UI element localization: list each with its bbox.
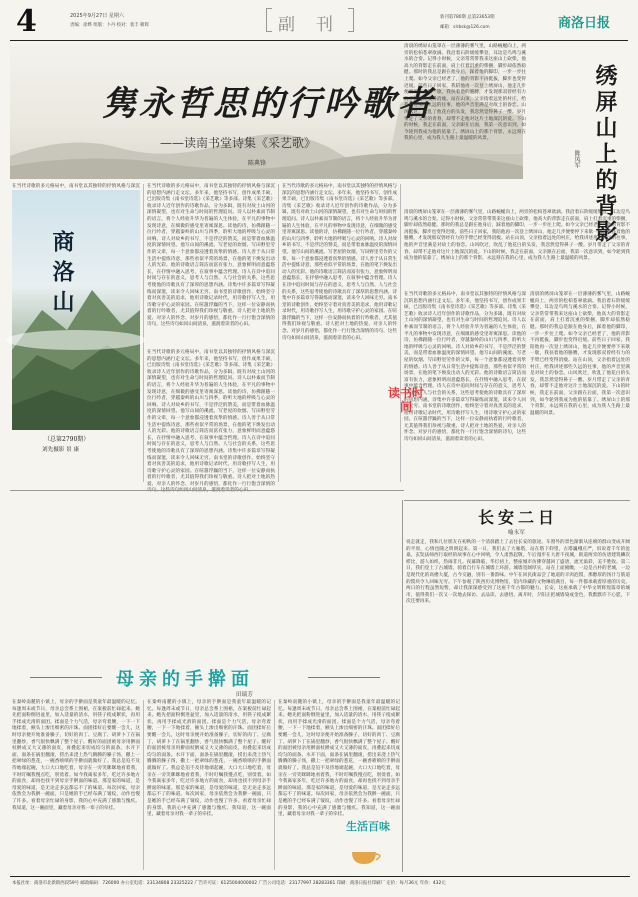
- article4-title: 母亲的手擀面: [116, 669, 254, 690]
- photo-credit: 刘先摄影 景 康: [42, 447, 80, 453]
- col-divider: [400, 184, 401, 482]
- article4-body-col2: 在秦岭南麓的小镇上，母亲的手擀面是我童年最温暖的记忆。每逢周末或节日，母亲总会系上围裙，在案板前忙碌起来。她先把面粉倒进盆里，加入适量的清水，用筷子搅成絮状，再用手揉成光滑的面团。揉面是个力气活，母亲弯着腰，一下一下地揉着，额头上渗出细密的汗珠。面团揉好后要醒一会儿，这时母亲便开始准备臊子，切好的肉丁、豆腐丁、胡萝卜丁在锅里翻炒，香气很快飘满了整个屋子。醒好的面团被母亲用擀面杖擀成又大又薄的面皮，再叠起来切成均匀的面条。水开下面，面条在锅里翻滚，捞出来浇上热气腾腾的臊子汤，撒上一把翠绿的葱花，一碗香喷喷的手擀面就做好了。我总是迫不及待地端起碗，大口大口地吃着，母亲在一旁笑眯眯地看着我，不时叮嘱我慢点吃，别烫着。如今我离家多年，吃过许多地方的面食，却再也找不到母亲手擀面的味道。那是家的味道，是母爱的味道，是无论走多远都忘不了的味道。每次回家，母亲依然会为我擀一碗面，只是她的手已经布满了皱纹，动作也慢了许多。看着母亲忙碌的身影，我的心中充满了感激与愧疚。我知道，这一碗面里，藏着母亲对我一辈子的牵挂。: [147, 700, 271, 818]
- article1-title: 隽永哲思的行吟歌者: [102, 84, 435, 124]
- col-divider: [278, 184, 279, 482]
- article2-author: 陈凤军: [573, 150, 580, 168]
- issue-line: 新刊第780期 总第23653期: [440, 15, 495, 20]
- page-number: 4: [16, 4, 37, 39]
- col-divider: [402, 500, 403, 872]
- article1-body-col4: 在当代诗歌的多元格局中，南书堂以其独特的抒情风格与深沉的思想内涵行走文坛。多年来，他坚持书写，创作成果丰硕，已出版诗集《南书堂诗选》《采艺歌》等多部。诗集《采艺歌》收录诗人近年创作的诗歌作品，分为多辑，既有对故土山河的深情凝望，也有对生命与时间的哲理追问。诗人以朴素而节制的语言，将个人经验升华为普遍的人生体验，在平凡的事物中发现诗意，在细微的感受里寄寓深思。读他的诗，仿佛跟随一位行吟者，穿越秦岭的山川与四季，聆听大地的呼吸与心灵的回响。诗人对故乡的书写，不是浮泛的赞美，而是带着血脉温度的深情回望。他写山间的溪流、写老屋的炊烟、写田野里劳作的父辈，每一个意象都浸透着真挚的情感。诗人善于从日常生活中提炼诗意，那些看似平常的场景，在他的笔下焕发出动人的光彩。他的诗歌语言简洁而富有张力，意象鲜明而意蕴悠长，在抒情中融入思考，在叙事中蕴含哲理。诗人在诗中追问时间与存在的意义，思考人与自然、人与社会的关系，这些思考使他的诗歌具有了深厚的思想内涵。诗集中许多篇章写得凝练而深邃，读来令人回味无穷。南书堂的诗歌创作，始终坚守着对真善美的追求，他用诗歌记录时代，用诗歌抒写人生，用诗歌守护心灵的家园。在喧嚣浮躁的当下，这样一位安静而执着的行吟歌者，尤其值得我们珍视与敬重。诗人把对土地的热爱、对亲人的怀念、对岁月的感悟，都化作一行行饱含深情的诗句，这些诗句如同山间清泉，滋润着读者的心田。: [147, 350, 275, 494]
- mid-rule: [10, 490, 404, 491]
- article4-body-col3: 在秦岭南麓的小镇上，母亲的手擀面是我童年最温暖的记忆。每逢周末或节日，母亲总会系上围裙，在案板前忙碌起来。她先把面粉倒进盆里，加入适量的清水，用筷子搅成絮状，再用手揉成光滑的面团。揉面是个力气活，母亲弯着腰，一下一下地揉着，额头上渗出细密的汗珠。面团揉好后要醒一会儿，这时母亲便开始准备臊子，切好的肉丁、豆腐丁、胡萝卜丁在锅里翻炒，香气很快飘满了整个屋子。醒好的面团被母亲用擀面杖擀成又大又薄的面皮，再叠起来切成均匀的面条。水开下面，面条在锅里翻滚，捞出来浇上热气腾腾的臊子汤，撒上一把翠绿的葱花，一碗香喷喷的手擀面就做好了。我总是迫不及待地端起碗，大口大口地吃着，母亲在一旁笑眯眯地看着我，不时叮嘱我慢点吃，别烫着。如今我离家多年，吃过许多地方的面食，却再也找不到母亲手擀面的味道。那是家的味道，是母爱的味道，是无论走多远都忘不了的味道。每次回家，母亲依然会为我擀一碗面，只是她的手已经布满了皱纹，动作也慢了许多。看着母亲忙碌的身影，我的心中充满了感激与愧疚。我知道，这一碗面里，藏着母亲对我一辈子的牵挂。: [278, 700, 400, 818]
- article4-author: 田瑞芳: [236, 692, 253, 698]
- col-divider: [274, 700, 275, 870]
- photo-title: 商洛山: [49, 230, 74, 320]
- email-line: 邮箱：slrbsk@126.com: [440, 25, 490, 30]
- article3-body: 说走就走，我和几位朋友在初秋的一个清晨踏上了去往长安的旅途。车窗外的景色渐渐从连绵的群山变成开阔的平原，心情也随之明朗起来。第一日，我们去了大雁塔，站在塔下仰望，古塔巍峨庄严，诉说着千年的沧桑。玄奘法师西行取经的故事在心中回响，令人肃然起敬。午后漫步在大唐不夜城，街道两旁的仿唐建筑鳞次栉比，游人如织，热闹非凡。夜幕降临，华灯初上，整座城市仿佛穿越回了盛唐，流光溢彩，美不胜收。第二日，我们登上了古城墙，骑着自行车在城墙上环游。城墙宽阔厚实，站在上面俯瞰，一边是古朴的老城，一边是现代化的高楼大厦，古今交融，别有一番韵味。中午在回民街品尝了地道的羊肉泡馍，那醇厚的汤汁与筋道的馍块令人回味无穷。下午参观了陕西历史博物馆，馆内珍藏的文物琳琅满目，每一件都承载着厚重的历史。两日的行程虽然短暂，却让我深深感受到了这座千年古都的魅力。长安，这座承载了中华文明辉煌篇章的城市，值得我们一次又一次地去探访、去品读、去感悟。离开时，夕阳正把城墙染成金色，我默默许下心愿，下次还要再来。: [406, 540, 630, 605]
- article4-title-bar: [10, 665, 400, 689]
- article2-body-col2: 清晨的绣屏山笼罩在一层薄薄的雾气里，山路蜿蜒向上，两旁的松柏苍翠欲滴。我沿着石阶缓缓攀登，耳边是鸟鸣与溪水的合奏。记得小时候，父亲常常带我来这座山上砍柴，他高大的背影走在前面，肩上扛着沉重的柴捆，脚步却依然稳健。那时的我总是跟在他身后，踩着他的脚印，一步一步往上爬。如今父亲已经老了，他的背影不再挺拔，脚步也变得迟缓。前些日子回家，我陪他再一次登上绣屏山，他走几步便要停下来歇一歇，我扶着他的胳膊，才发现那双曾经有力的手臂已经变得消瘦。站在山顶，父亲指着远处的村庄，给我讲述那些久远的往事，他的声音里满是对故土的眷恋。山风吹过，吹乱了他花白的头发，我忽然觉得鼻子一酸。岁月带走了父亲的青春，却带不走他对这片土地深沉的爱。下山的时候，我走在前面，父亲跟在后面，我第一次意识到，如今轮到我成为他的依靠了。绣屏山上的那个背影，永远刻在我的心里，成为我人生路上最温暖的风景。: [404, 210, 630, 262]
- life-badge-text: 生活百味: [346, 820, 390, 833]
- footer-rule: [10, 876, 630, 877]
- reading-time-text: 读书时间: [387, 386, 424, 414]
- article4-body-col1: 在秦岭南麓的小镇上，母亲的手擀面是我童年最温暖的记忆。每逢周末或节日，母亲总会系上围裙，在案板前忙碌起来。她先把面粉倒进盆里，加入适量的清水，用筷子搅成絮状，再用手揉成光滑的面团。揉面是个力气活，母亲弯着腰，一下一下地揉着，额头上渗出细密的汗珠。面团揉好后要醒一会儿，这时母亲便开始准备臊子，切好的肉丁、豆腐丁、胡萝卜丁在锅里翻炒，香气很快飘满了整个屋子。醒好的面团被母亲用擀面杖擀成又大又薄的面皮，再叠起来切成均匀的面条。水开下面，面条在锅里翻滚，捞出来浇上热气腾腾的臊子汤，撒上一把翠绿的葱花，一碗香喷喷的手擀面就做好了。我总是迫不及待地端起碗，大口大口地吃着，母亲在一旁笑眯眯地看着我，不时叮嘱我慢点吃，别烫着。如今我离家多年，吃过许多地方的面食，却再也找不到母亲手擀面的味道。那是家的味道，是母爱的味道，是无论走多远都忘不了的味道。每次回家，母亲依然会为我擀一碗面，只是她的手已经布满了皱纹，动作也慢了许多。看着母亲忙碌的身影，我的心中充满了感激与愧疚。我知道，这一碗面里，藏着母亲对我一辈子的牵挂。: [12, 700, 140, 811]
- photo-mountain: [12, 190, 140, 430]
- section-bracket-left: [266, 8, 272, 32]
- article1-body-col3: 在当代诗歌的多元格局中，南书堂以其独特的抒情风格与深沉的思想内涵行走文坛。多年来，他坚持书写，创作成果丰硕，已出版诗集《南书堂诗选》《采艺歌》等多部。诗集《采艺歌》收录诗人近年创作的诗歌作品，分为多辑，既有对故土山河的深情凝望，也有对生命与时间的哲理追问。诗人以朴素而节制的语言，将个人经验升华为普遍的人生体验，在平凡的事物中发现诗意，在细微的感受里寄寓深思。读他的诗，仿佛跟随一位行吟者，穿越秦岭的山川与四季，聆听大地的呼吸与心灵的回响。诗人对故乡的书写，不是浮泛的赞美，而是带着血脉温度的深情回望。他写山间的溪流、写老屋的炊烟、写田野里劳作的父辈，每一个意象都浸透着真挚的情感。诗人善于从日常生活中提炼诗意，那些看似平常的场景，在他的笔下焕发出动人的光彩。他的诗歌语言简洁而富有张力，意象鲜明而意蕴悠长，在抒情中融入思考，在叙事中蕴含哲理。诗人在诗中追问时间与存在的意义，思考人与自然、人与社会的关系，这些思考使他的诗歌具有了深厚的思想内涵。诗集中许多篇章写得凝练而深邃，读来令人回味无穷。南书堂的诗歌创作，始终坚守着对真善美的追求，他用诗歌记录时代，用诗歌抒写人生，用诗歌守护心灵的家园。在喧嚣浮躁的当下，这样一位安静而执着的行吟歌者，尤其值得我们珍视与敬重。诗人把对土地的热爱、对亲人的怀念、对岁月的感悟，都化作一行行饱含深情的诗句，这些诗句如同山间清泉，滋润着读者的心田。: [282, 184, 397, 341]
- header-rule: [10, 40, 628, 41]
- life-badge: [338, 812, 398, 866]
- article1-body-col2: 在当代诗歌的多元格局中，南书堂以其独特的抒情风格与深沉的思想内涵行走文坛。多年来，他坚持书写，创作成果丰硕，已出版诗集《南书堂诗选》《采艺歌》等多部。诗集《采艺歌》收录诗人近年创作的诗歌作品，分为多辑，既有对故土山河的深情凝望，也有对生命与时间的哲理追问。诗人以朴素而节制的语言，将个人经验升华为普遍的人生体验，在平凡的事物中发现诗意，在细微的感受里寄寓深思。读他的诗，仿佛跟随一位行吟者，穿越秦岭的山川与四季，聆听大地的呼吸与心灵的回响。诗人对故乡的书写，不是浮泛的赞美，而是带着血脉温度的深情回望。他写山间的溪流、写老屋的炊烟、写田野里劳作的父辈，每一个意象都浸透着真挚的情感。诗人善于从日常生活中提炼诗意，那些看似平常的场景，在他的笔下焕发出动人的光彩。他的诗歌语言简洁而富有张力，意象鲜明而意蕴悠长，在抒情中融入思考，在叙事中蕴含哲理。诗人在诗中追问时间与存在的意义，思考人与自然、人与社会的关系，这些思考使他的诗歌具有了深厚的思想内涵。诗集中许多篇章写得凝练而深邃，读来令人回味无穷。南书堂的诗歌创作，始终坚守着对真善美的追求，他用诗歌记录时代，用诗歌抒写人生，用诗歌守护心灵的家园。在喧嚣浮躁的当下，这样一位安静而执着的行吟歌者，尤其值得我们珍视与敬重。诗人把对土地的热爱、对亲人的怀念、对岁月的感悟，都化作一行行饱含深情的诗句，这些诗句如同山间清泉，滋润着读者的心田。: [147, 184, 275, 328]
- article1-subtitle: ——读南书堂诗集《采艺歌》: [160, 136, 317, 150]
- col-divider: [143, 184, 144, 482]
- article1-body-col5: 在当代诗歌的多元格局中，南书堂以其独特的抒情风格与深沉的思想内涵行走文坛。多年来，他坚持书写，创作成果丰硕，已出版诗集《南书堂诗选》《采艺歌》等多部。诗集《采艺歌》收录诗人近年创作的诗歌作品，分为多辑，既有对故土山河的深情凝望，也有对生命与时间的哲理追问。诗人以朴素而节制的语言，将个人经验升华为普遍的人生体验，在平凡的事物中发现诗意，在细微的感受里寄寓深思。读他的诗，仿佛跟随一位行吟者，穿越秦岭的山川与四季，聆听大地的呼吸与心灵的回响。诗人对故乡的书写，不是浮泛的赞美，而是带着血脉温度的深情回望。他写山间的溪流、写老屋的炊烟、写田野里劳作的父辈，每一个意象都浸透着真挚的情感。诗人善于从日常生活中提炼诗意，那些看似平常的场景，在他的笔下焕发出动人的光彩。他的诗歌语言简洁而富有张力，意象鲜明而意蕴悠长，在抒情中融入思考，在叙事中蕴含哲理。诗人在诗中追问时间与存在的意义，思考人与自然、人与社会的关系，这些思考使他的诗歌具有了深厚的思想内涵。诗集中许多篇章写得凝练而深邃，读来令人回味无穷。南书堂的诗歌创作，始终坚守着对真善美的追求，他用诗歌记录时代，用诗歌抒写人生，用诗歌守护心灵的家园。在喧嚣浮躁的当下，这样一位安静而执着的行吟歌者，尤其值得我们珍视与敬重。诗人把对土地的热爱、对亲人的怀念、对岁月的感悟，都化作一行行饱含深情的诗句，这些诗句如同山间清泉，滋润着读者的心田。: [404, 292, 526, 443]
- date-line: 2025年9月27日 星期六: [70, 13, 124, 19]
- teacup-icon: [348, 850, 388, 866]
- article3-author: 喻永军: [508, 530, 525, 536]
- article2-body-col1: 清晨的绣屏山笼罩在一层薄薄的雾气里，山路蜿蜒向上，两旁的松柏苍翠欲滴。我沿着石阶缓缓攀登，耳边是鸟鸣与溪水的合奏。记得小时候，父亲常常带我来这座山上砍柴，他高大的背影走在前面，肩上扛着沉重的柴捆，脚步却依然稳健。那时的我总是跟在他身后，踩着他的脚印，一步一步往上爬。如今父亲已经老了，他的背影不再挺拔，脚步也变得迟缓。前些日子回家，我陪他再一次登上绣屏山，他走几步便要停下来歇一歇，我扶着他的胳膊，才发现那双曾经有力的手臂已经变得消瘦。站在山顶，父亲指着远处的村庄，给我讲述那些久远的往事，他的声音里满是对故土的眷恋。山风吹过，吹乱了他花白的头发，我忽然觉得鼻子一酸。岁月带走了父亲的青春，却带不走他对这片土地深沉的爱。下山的时候，我走在前面，父亲跟在后面，我第一次意识到，如今轮到我成为他的依靠了。绣屏山上的那个背影，永远刻在我的心里，成为我人生路上最温暖的风景。: [404, 44, 526, 142]
- editor-line: 责编：徐晔 组版：卜丹 校对：裴丰 朝辉: [70, 23, 149, 28]
- title-rule-left: [30, 677, 102, 678]
- article1-body-col1: 在当代诗歌的多元格局中，南书堂以其独特的抒情风格与深沉: [12, 184, 140, 189]
- section-bracket-right: [348, 8, 354, 32]
- article2-title: 绣屏山上的背影: [592, 64, 618, 246]
- section-title: 副 刊: [278, 15, 335, 35]
- brand-logo: 商洛日报: [558, 16, 611, 31]
- article2-body-col3: 清晨的绣屏山笼罩在一层薄薄的雾气里，山路蜿蜒向上，两旁的松柏苍翠欲滴。我沿着石阶缓缓攀登，耳边是鸟鸣与溪水的合奏。记得小时候，父亲常常带我来这座山上砍柴，他高大的背影走在前面，肩上扛着沉重的柴捆，脚步却依然稳健。那时的我总是跟在他身后，踩着他的脚印，一步一步往上爬。如今父亲已经老了，他的背影不再挺拔，脚步也变得迟缓。前些日子回家，我陪他再一次登上绣屏山，他走几步便要停下来歇一歇，我扶着他的胳膊，才发现那双曾经有力的手臂已经变得消瘦。站在山顶，父亲指着远处的村庄，给我讲述那些久远的往事，他的声音里满是对故土的眷恋。山风吹过，吹乱了他花白的头发，我忽然觉得鼻子一酸。岁月带走了父亲的青春，却带不走他对这片土地深沉的爱。下山的时候，我走在前面，父亲跟在后面，我第一次意识到，如今轮到我成为他的依靠了。绣屏山上的那个背影，永远刻在我的心里，成为我人生路上最温暖的风景。: [530, 292, 630, 416]
- article1-author: 陈典锋: [248, 160, 267, 167]
- reading-time-badge: [380, 380, 432, 432]
- photo-caption: （总第2790期）: [44, 436, 90, 443]
- article3-title: 长安二日: [478, 508, 559, 527]
- footer-text: 本报社址：商洛市北新街西段59号 邮政编码：726000 办公室电话：23134808 23325222 广告许可证：6125004000002 广告公司电话：23177997 28283361 印刷：商洛日报社印刷厂 定价：每月36元 年价：432元: [12, 881, 446, 886]
- masthead: [0, 0, 638, 40]
- col-divider: [143, 700, 144, 870]
- article3-rule: [404, 500, 630, 501]
- title-rule-right: [308, 677, 380, 678]
